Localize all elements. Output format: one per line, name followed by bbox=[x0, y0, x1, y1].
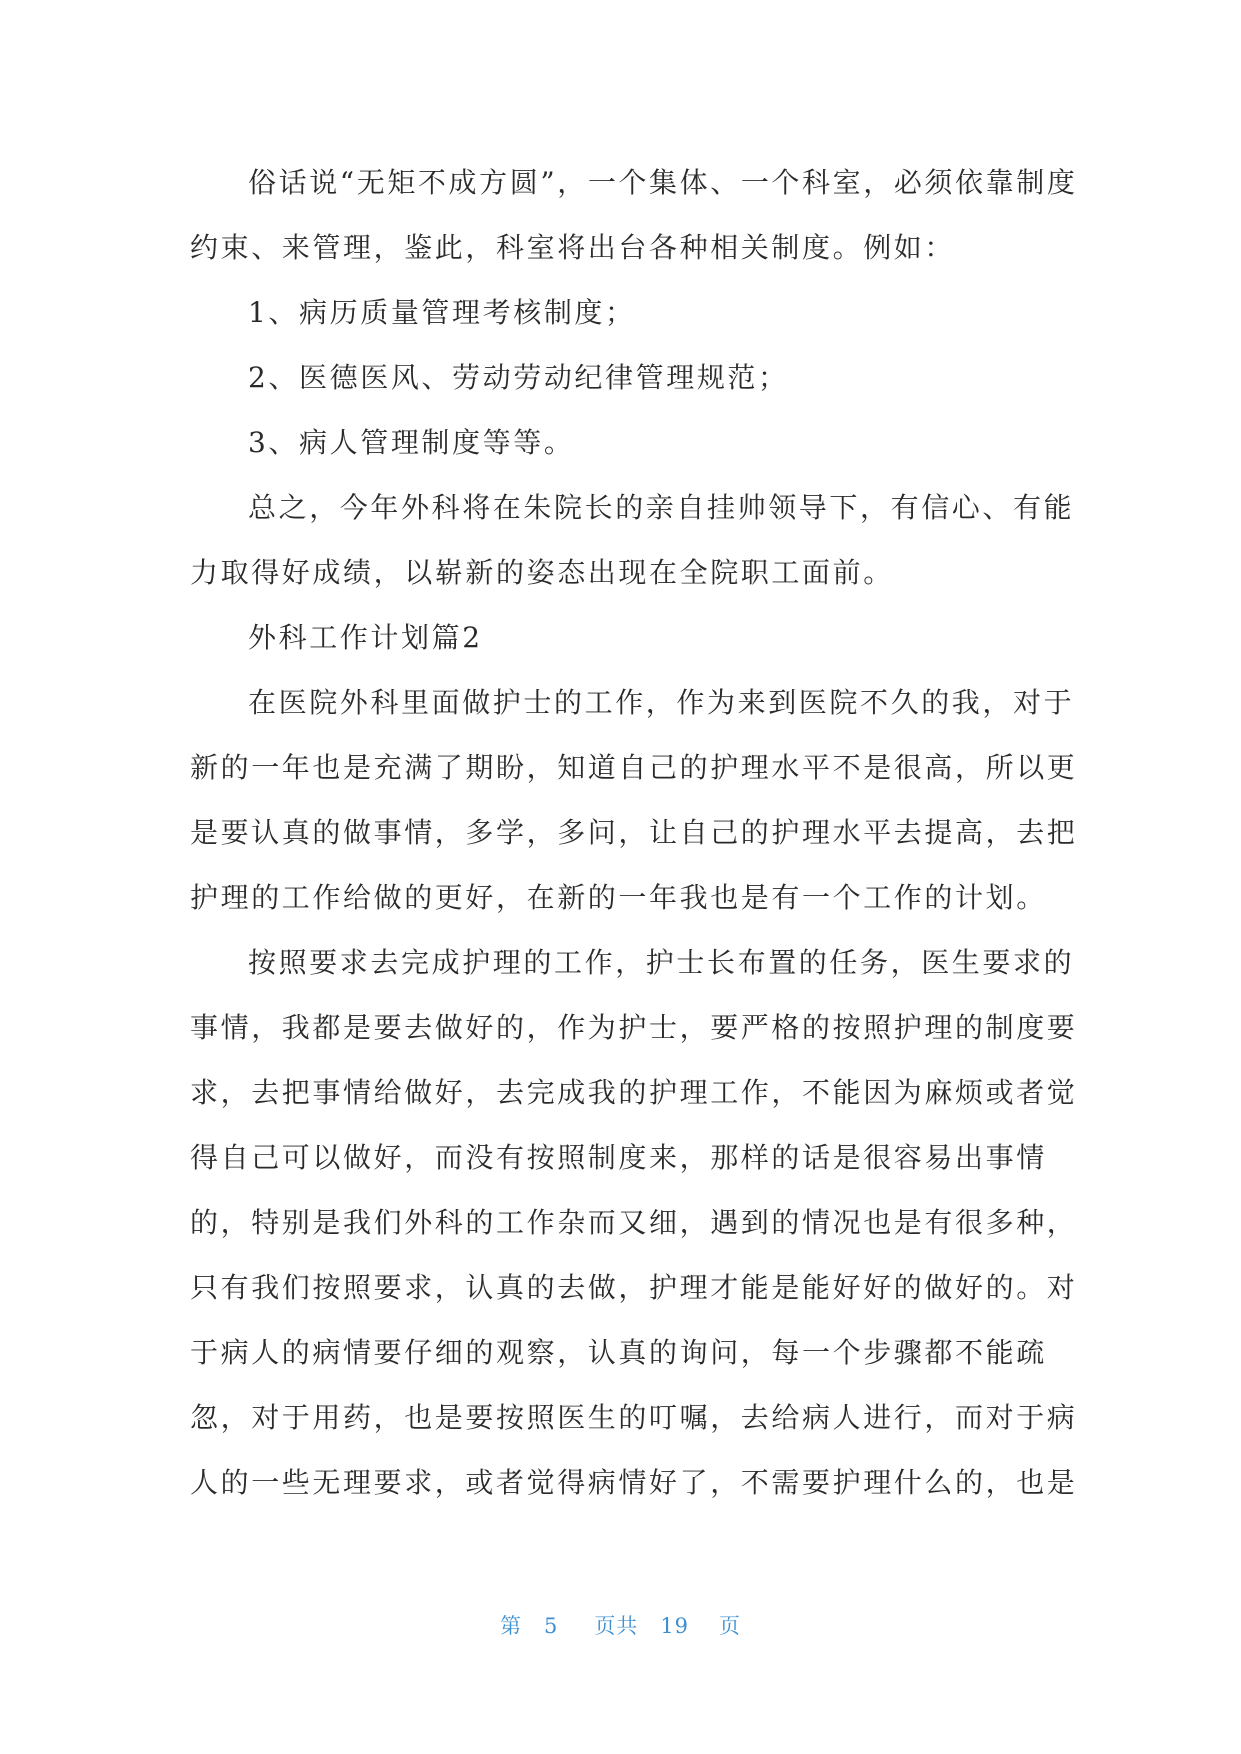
document-body bbox=[190, 150, 1078, 1515]
current-page-number: 5 bbox=[543, 1614, 559, 1638]
text-line: 于病人的病情要仔细的观察，认真的询问，每一个步骤都不能疏 bbox=[190, 1336, 1047, 1369]
text-line: 约束、来管理，鉴此，科室将出台各种相关制度。例如： bbox=[190, 231, 956, 264]
text-line: 只有我们按照要求，认真的去做，护理才能是能好好的做好的。对 bbox=[190, 1271, 1078, 1304]
page-footer bbox=[0, 1610, 1241, 1640]
text-line: 人的一些无理要求，或者觉得病情好了，不需要护理什么的，也是 bbox=[190, 1466, 1078, 1499]
footer-suffix: 页 bbox=[719, 1614, 742, 1638]
list-item: 2、医德医风、劳动劳动纪律管理规范； bbox=[248, 361, 789, 394]
text-line: 忽，对于用药，也是要按照医生的叮嘱，去给病人进行，而对于病 bbox=[190, 1401, 1078, 1434]
text-line: 事情，我都是要去做好的，作为护士，要严格的按照护理的制度要 bbox=[190, 1011, 1078, 1044]
footer-prefix: 第 bbox=[499, 1614, 522, 1638]
text-line: 俗话说“无矩不成方圆”，一个集体、一个科室，必须依靠制度 bbox=[248, 166, 1078, 199]
total-pages-number: 19 bbox=[660, 1614, 690, 1638]
text-line: 力取得好成绩，以崭新的姿态出现在全院职工面前。 bbox=[190, 556, 894, 589]
text-line: 护理的工作给做的更好，在新的一年我也是有一个工作的计划。 bbox=[190, 881, 1047, 914]
text-line: 的，特别是我们外科的工作杂而又细，遇到的情况也是有很多种， bbox=[190, 1206, 1078, 1239]
section-heading: 外科工作计划篇2 bbox=[248, 621, 483, 654]
text-line: 在医院外科里面做护士的工作，作为来到医院不久的我，对于 bbox=[248, 686, 1075, 719]
text-line: 求，去把事情给做好，去完成我的护理工作，不能因为麻烦或者觉 bbox=[190, 1076, 1078, 1109]
list-item: 1、病历质量管理考核制度； bbox=[248, 296, 636, 329]
text-line: 是要认真的做事情，多学，多问，让自己的护理水平去提高，去把 bbox=[190, 816, 1078, 849]
text-line: 总之，今年外科将在朱院长的亲自挂帅领导下，有信心、有能 bbox=[248, 491, 1075, 524]
text-line: 得自己可以做好，而没有按照制度来，那样的话是很容易出事情 bbox=[190, 1141, 1047, 1174]
text-line: 新的一年也是充满了期盼，知道自己的护理水平不是很高，所以更 bbox=[190, 751, 1078, 784]
list-item: 3、病人管理制度等等。 bbox=[248, 426, 575, 459]
footer-middle: 页共 bbox=[594, 1614, 639, 1638]
text-line: 按照要求去完成护理的工作，护士长布置的任务，医生要求的 bbox=[248, 946, 1075, 979]
